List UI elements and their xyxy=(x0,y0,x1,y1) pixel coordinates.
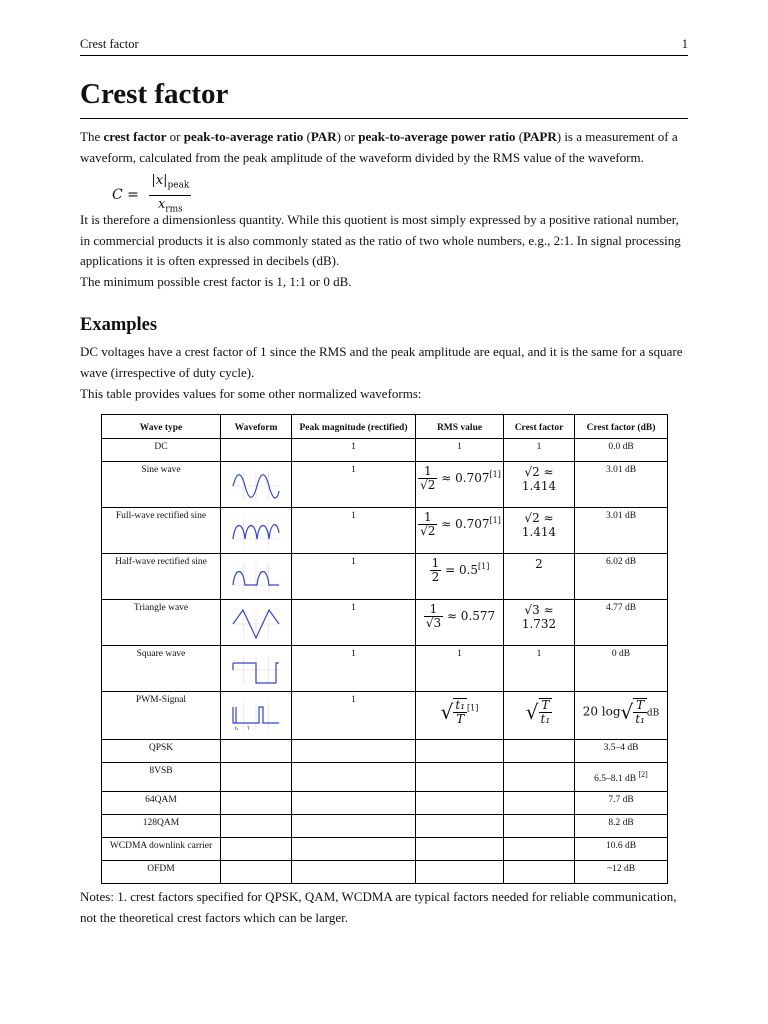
crest-db-cell: 8.2 dB xyxy=(575,815,668,838)
table-row xyxy=(102,600,668,646)
table-row xyxy=(102,740,668,763)
crest-cell xyxy=(504,838,575,861)
waveform-cell xyxy=(221,838,292,861)
peak-cell: 1 xyxy=(292,462,416,508)
term-peak-to-average-ratio: peak-to-average ratio xyxy=(183,129,304,144)
term-crest-factor: crest factor xyxy=(103,129,167,144)
citation-ref[interactable]: [1] xyxy=(467,703,479,713)
wave-type-cell: OFDM xyxy=(102,861,221,884)
citation-ref[interactable]: [2] xyxy=(638,770,648,779)
wave-type-cell: Full-wave rectified sine xyxy=(102,508,221,554)
crest-cell xyxy=(504,763,575,792)
square-wave-icon xyxy=(231,653,281,687)
table-header-row xyxy=(102,415,668,439)
peak-cell xyxy=(292,740,416,763)
rms-cell: $\frac{1}{√2}$ ≈ 0.707[1] xyxy=(416,508,504,554)
col-header: Crest factor (dB) xyxy=(575,415,668,439)
crest-cell xyxy=(504,792,575,815)
running-title: Crest factor xyxy=(80,37,139,51)
crest-db-cell: 4.77 dB xyxy=(575,600,668,646)
waveform-cell xyxy=(221,439,292,462)
table-row xyxy=(102,861,668,884)
wave-type-cell: PWM-Signal xyxy=(102,692,221,740)
rms-cell xyxy=(416,740,504,763)
crest-db-cell: 6.02 dB xyxy=(575,554,668,600)
rms-cell: √ $\frac{\text{t₁}}{T}$ [1] xyxy=(416,692,504,740)
crest-db-cell: 6.5–8.1 dB [2] xyxy=(575,763,668,792)
waveform-cell xyxy=(221,646,292,692)
crest-db-cell: 7.7 dB xyxy=(575,792,668,815)
crest-cell: √3 ≈ 1.732 xyxy=(504,600,575,646)
peak-cell: 1 xyxy=(292,692,416,740)
col-header: Wave type xyxy=(102,415,221,439)
citation-ref[interactable]: [1] xyxy=(489,516,501,525)
crest-db-cell: 3.5–4 dB xyxy=(575,740,668,763)
rms-cell: $\frac{1}{2}$ = 0.5[1] xyxy=(416,554,504,600)
page-number: 1 xyxy=(681,37,688,51)
crest-db-cell: 3.01 dB xyxy=(575,508,668,554)
table-row xyxy=(102,763,668,792)
waveform-cell xyxy=(221,462,292,508)
wave-type-cell: WCDMA downlink carrier xyxy=(102,838,221,861)
crest-cell: 1 xyxy=(504,646,575,692)
wave-type-cell: Square wave xyxy=(102,646,221,692)
waveform-cell xyxy=(221,692,292,740)
peak-cell xyxy=(292,763,416,792)
peak-cell: 1 xyxy=(292,646,416,692)
wave-type-cell: DC xyxy=(102,439,221,462)
crest-db-cell: 10.6 dB xyxy=(575,838,668,861)
rms-cell xyxy=(416,792,504,815)
waveform-cell xyxy=(221,600,292,646)
wave-type-cell: 64QAM xyxy=(102,792,221,815)
crest-db-cell: 0 dB xyxy=(575,646,668,692)
article-title: Crest factor xyxy=(80,76,688,119)
examples-heading: Examples xyxy=(80,315,158,335)
wave-type-cell: QPSK xyxy=(102,740,221,763)
rms-cell xyxy=(416,815,504,838)
citation-ref[interactable]: [1] xyxy=(489,470,501,479)
intro-paragraph: The crest factor or peak-to-average ratio (PAR) or peak-to-average power ratio (PAPR) is a measurement of a waveform, calculated from the peak amplitude of the waveform divided by the RMS value of the waveform. xyxy=(80,129,678,165)
col-header: RMS value xyxy=(416,415,504,439)
rms-cell xyxy=(416,763,504,792)
citation-ref[interactable]: [1] xyxy=(478,562,490,571)
rms-cell: $\frac{1}{√2}$ ≈ 0.707[1] xyxy=(416,462,504,508)
col-header: Peak magnitude (rectified) xyxy=(292,415,416,439)
wave-type-cell: 128QAM xyxy=(102,815,221,838)
table-row xyxy=(102,792,668,815)
term-papr-long: peak-to-average power ratio xyxy=(358,129,516,144)
waveform-cell xyxy=(221,763,292,792)
peak-cell xyxy=(292,861,416,884)
peak-cell xyxy=(292,838,416,861)
table-row xyxy=(102,554,668,600)
crest-db-cell: 0.0 dB xyxy=(575,439,668,462)
col-header: Crest factor xyxy=(504,415,575,439)
triangle-wave-icon xyxy=(231,607,281,641)
wave-type-cell: Triangle wave xyxy=(102,600,221,646)
waveform-table xyxy=(101,414,668,884)
running-header xyxy=(80,37,688,56)
notes-paragraph: Notes: 1. crest factors specified for QPSK, QAM, WCDMA are typical factors needed for reliable communication, not the theoretical crest factors which can be larger. xyxy=(80,889,677,925)
crest-db-cell: 20 log√ $\frac{T}{\text{t₁}}$ dB xyxy=(575,692,668,740)
minimum-paragraph: The minimum possible crest factor is 1, 1:1 or 0 dB. xyxy=(80,274,352,289)
sine-wave-icon xyxy=(231,469,281,503)
full-wave-rectified-sine-icon xyxy=(231,515,281,549)
peak-cell: 1 xyxy=(292,554,416,600)
table-row xyxy=(102,838,668,861)
table-row xyxy=(102,646,668,692)
crest-cell xyxy=(504,861,575,884)
peak-cell xyxy=(292,792,416,815)
crest-db-cell: ~12 dB xyxy=(575,861,668,884)
wave-type-cell: 8VSB xyxy=(102,763,221,792)
waveform-cell xyxy=(221,861,292,884)
dimensionless-paragraph: It is therefore a dimensionless quantity. While this quotient is most simply expressed by a positive rational number, in commercial products it is also commonly stated as the ratio of two whole numbers, e.g., 2:1. In signal processing applications it is often expressed in decibels (dB). xyxy=(80,212,681,268)
half-wave-rectified-sine-icon xyxy=(231,561,281,595)
svg-text:t₁: t₁ xyxy=(235,727,239,732)
svg-text:T: T xyxy=(247,727,250,732)
waveform-cell xyxy=(221,508,292,554)
wave-type-cell: Half-wave rectified sine xyxy=(102,554,221,600)
peak-cell: 1 xyxy=(292,439,416,462)
examples-paragraph: DC voltages have a crest factor of 1 since the RMS and the peak amplitude are equal, and it is the same for a square wave (irrespective of duty cycle). xyxy=(80,344,683,380)
rms-cell xyxy=(416,838,504,861)
crest-cell xyxy=(504,740,575,763)
crest-cell: √ $\frac{T}{\text{t₁}}$ xyxy=(504,692,575,740)
table-intro-paragraph: This table provides values for some other normalized waveforms: xyxy=(80,386,422,401)
pwm-signal-icon xyxy=(231,699,281,733)
col-header: Waveform xyxy=(221,415,292,439)
term-papr: PAPR xyxy=(523,129,557,144)
rms-cell xyxy=(416,861,504,884)
rms-cell: 1 xyxy=(416,439,504,462)
term-par: PAR xyxy=(310,129,337,144)
table-row xyxy=(102,815,668,838)
wave-type-cell: Sine wave xyxy=(102,462,221,508)
crest-cell: 1 xyxy=(504,439,575,462)
rms-cell: $\frac{1}{√3}$ ≈ 0.577 xyxy=(416,600,504,646)
crest-db-cell: 3.01 dB xyxy=(575,462,668,508)
table-row xyxy=(102,439,668,462)
peak-cell: 1 xyxy=(292,600,416,646)
peak-cell xyxy=(292,815,416,838)
crest-cell: √2 ≈ 1.414 xyxy=(504,462,575,508)
peak-cell: 1 xyxy=(292,508,416,554)
crest-cell: √2 ≈ 1.414 xyxy=(504,508,575,554)
waveform-cell xyxy=(221,815,292,838)
waveform-cell xyxy=(221,792,292,815)
table-row xyxy=(102,692,668,740)
waveform-cell xyxy=(221,740,292,763)
waveform-cell xyxy=(221,554,292,600)
crest-cell xyxy=(504,815,575,838)
table-row xyxy=(102,508,668,554)
crest-factor-formula: C = $\frac{|x|_{peak}}{x_{rms}}$ xyxy=(112,173,190,215)
crest-cell: 2 xyxy=(504,554,575,600)
table-row xyxy=(102,462,668,508)
rms-cell: 1 xyxy=(416,646,504,692)
